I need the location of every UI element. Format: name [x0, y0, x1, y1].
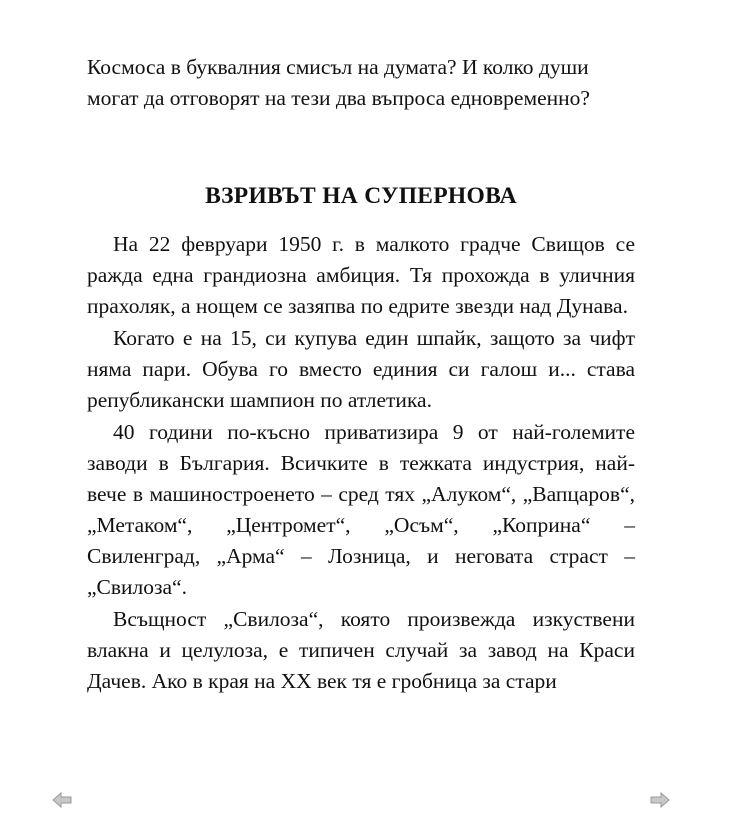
paragraph: Всъщност „Свилоза“, която произвежда изкуствени влакна и целулоза, е типичен случай за завод на Краси Дачев. Ако в края на XX век тя е гробница за стари [87, 607, 635, 693]
paragraph: Когато е на 15, си купува един шпайк, защото за чифт няма пари. Обува го вместо единия си галош и... става републикански шампион по атлетика. [87, 326, 635, 412]
chapter-body [87, 229, 635, 698]
intro-text [87, 52, 635, 114]
arrow-right-icon [650, 792, 670, 808]
intro-line: могат да отговорят на тези два въпроса едновременно? [87, 86, 590, 110]
chapter-title: ВЗРИВЪТ НА СУПЕРНОВА [205, 183, 517, 209]
paragraph: На 22 февруари 1950 г. в малкото градче Свищов се ражда една грандиозна амбиция. Тя прохожда в уличния прахоляк, а нощем се зазяпва по едрите звезди над Дунава. [87, 232, 635, 318]
intro-line: Космоса в буквалния смисъл на думата? И колко души [87, 55, 589, 79]
next-page-button[interactable] [650, 792, 670, 808]
previous-page-button[interactable] [52, 792, 72, 808]
paragraph: 40 години по-късно приватизира 9 от най-големите заводи в България. Всичките в тежката индустрия, най-вече в машиностроенето – сред тях „Алуком“, „Вапцаров“, „Метаком“, „Центромет“, „Осъм“, „Коприна“ – Свиленград, „Арма“ – Лозница, и неговата страст – „Свилоза“. [87, 420, 635, 599]
arrow-left-icon [52, 792, 72, 808]
